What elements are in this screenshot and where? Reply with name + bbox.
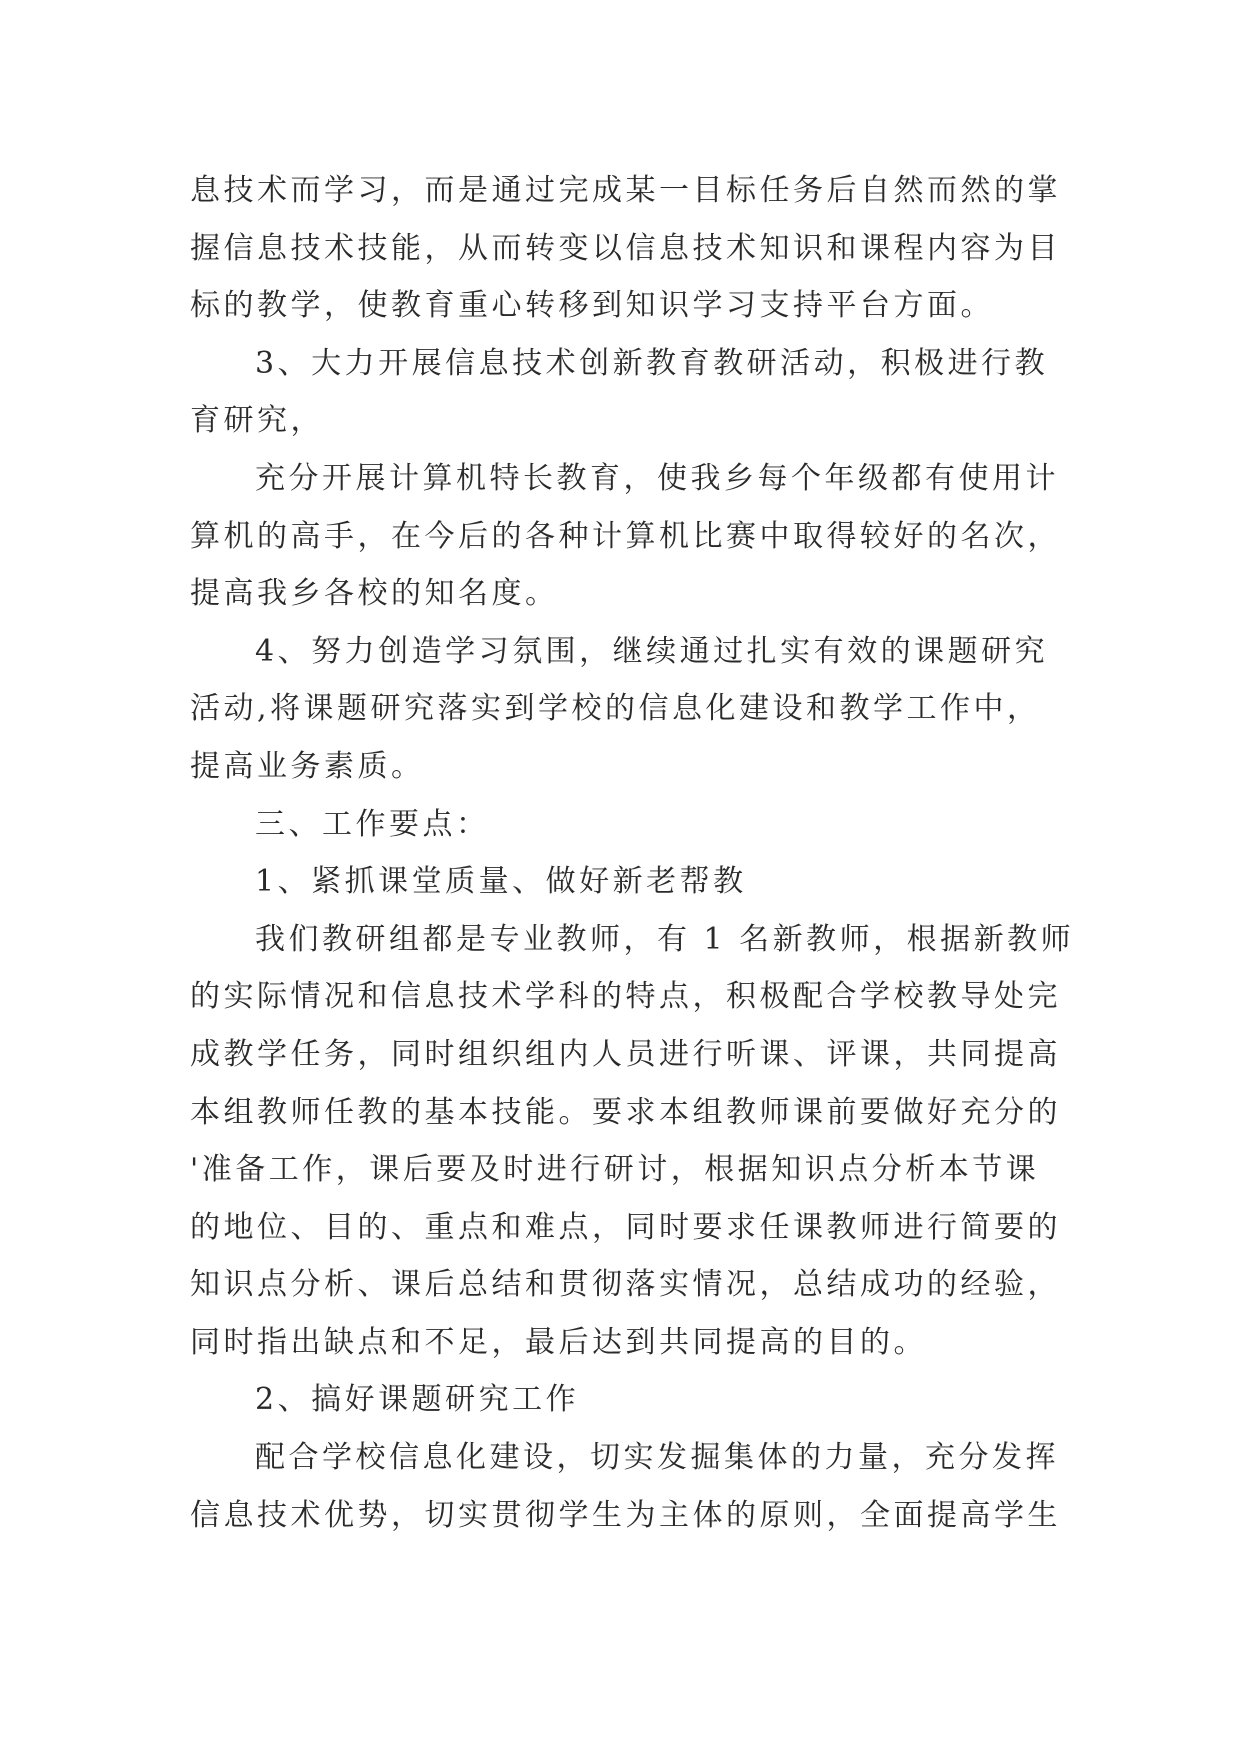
text-line: 三、工作要点： — [255, 806, 490, 842]
text-line: 活动,将课题研究落实到学校的信息化建设和教学工作中， — [190, 691, 1041, 727]
text-line: 2、搞好课题研究工作 — [255, 1382, 580, 1418]
text-line: 1、紧抓课堂质量、做好新老帮教 — [255, 864, 747, 900]
text-line: 成教学任务，同时组织组内人员进行听课、评课，共同提高 — [190, 1036, 1061, 1072]
text-line: '准备工作，课后要及时进行研讨，根据知识点分析本节课 — [190, 1152, 1040, 1188]
text-line: 育研究， — [190, 403, 324, 439]
text-line: 提高业务素质。 — [190, 748, 425, 784]
text-line: 同时指出缺点和不足，最后达到共同提高的目的。 — [190, 1324, 927, 1360]
text-line: 握信息技术技能，从而转变以信息技术知识和课程内容为目 — [190, 230, 1061, 266]
text-line: 提高我乡各校的知名度。 — [190, 576, 559, 612]
text-line: 的地位、目的、重点和难点，同时要求任课教师进行简要的 — [190, 1209, 1061, 1245]
text-line: 本组教师任教的基本技能。要求本组教师课前要做好充分的 — [190, 1094, 1061, 1130]
text-line: 息技术而学习，而是通过完成某一目标任务后自然而然的掌 — [190, 173, 1061, 208]
text-line: 配合学校信息化建设，切实发掘集体的力量，充分发挥 — [255, 1440, 1059, 1476]
text-line: 算机的高手，在今后的各种计算机比赛中取得较好的名次， — [190, 518, 1061, 554]
text-line: 标的教学，使教育重心转移到知识学习支持平台方面。 — [190, 288, 994, 324]
document-body — [190, 162, 1075, 1544]
text-line: 知识点分析、课后总结和贯彻落实情况，总结成功的经验， — [190, 1267, 1061, 1303]
text-line: 4、努力创造学习氛围，继续通过扎实有效的课题研究 — [255, 633, 1049, 669]
text-line: 我们教研组都是专业教师，有 1 名新教师，根据新教师 — [255, 921, 1075, 957]
text-line: 的实际情况和信息技术学科的特点，积极配合学校教导处完 — [190, 979, 1061, 1015]
text-line: 充分开展计算机特长教育，使我乡每个年级都有使用计 — [255, 460, 1059, 496]
text-line: 3、大力开展信息技术创新教育教研活动，积极进行教 — [255, 345, 1049, 381]
text-line: 信息技术优势，切实贯彻学生为主体的原则，全面提高学生 — [190, 1497, 1061, 1533]
